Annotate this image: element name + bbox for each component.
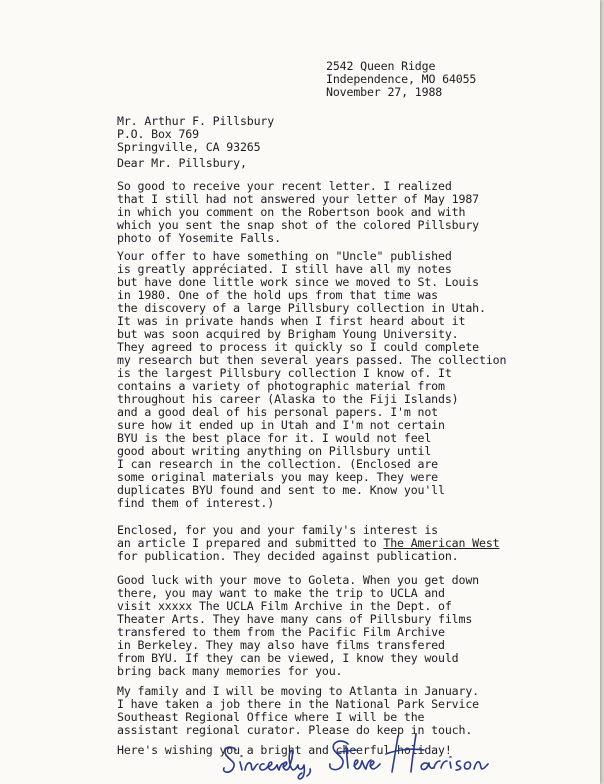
body-line: is greatly appréciated. I still have all my notes [117, 262, 452, 276]
body-line: It was in private hands when I first heard about it [117, 314, 466, 328]
signature-stroke [268, 762, 277, 770]
body-line: good about writing anything on Pillsbury until [117, 444, 432, 458]
signature-stroke [421, 763, 433, 770]
recipient-city: Springville, CA 93265 [117, 140, 261, 154]
body-line: My family and I will be moving to Atlanta in January. [117, 684, 479, 698]
body-line: BYU is the best place for it. I would not feel [117, 431, 432, 445]
recipient-name: Mr. Arthur F. Pillsbury [117, 114, 275, 128]
signature-stroke [392, 736, 398, 772]
body-line: that I still had not answered your letter of May 1987 [117, 192, 479, 206]
body-line: there, you may want to make the trip to UCLA and [117, 586, 445, 600]
body-line: They agreed to process it quickly so I could complete [117, 340, 479, 354]
body-line: for publication. They decided against publication. [117, 549, 459, 563]
handwritten-signature [220, 728, 490, 780]
signature-stroke [260, 764, 268, 770]
body-line: throughout his career (Alaska to the Fiji Islands) [117, 392, 459, 406]
body-line: bring back many memories for you. [117, 664, 343, 678]
publication-title: The American West [383, 536, 500, 550]
body-line: in Berkeley. They may also have films transfered [117, 638, 445, 652]
body-line: and a good deal of his personal papers. I'm not [117, 405, 439, 419]
body-line: sure how it ended up in Utah and I'm not certain [117, 418, 445, 432]
signature-stroke [450, 757, 451, 768]
body-line: my research but then several years passed. The collection [117, 353, 507, 367]
signature-stroke [434, 761, 447, 768]
body-line: Enclosed, for you and your family's interest is [117, 523, 439, 537]
closing-line: Here's wishing you a bright and cheerful holiday! [117, 743, 452, 757]
recipient-box: P.O. Box 769 [117, 127, 199, 141]
body-line: contains a variety of photographic material from [117, 379, 445, 393]
signature-stroke [474, 762, 488, 769]
signature-stroke [330, 741, 348, 770]
signature-stroke [240, 756, 242, 770]
signature-stroke [411, 734, 416, 772]
body-text: an article I prepared and submitted to [117, 536, 384, 550]
body-line: find them of interest.) [117, 496, 275, 510]
signature-stroke [354, 760, 362, 769]
return-street: 2542 Queen Ridge [326, 59, 436, 73]
body-line: from BYU. If they can be viewed, I know they would [117, 651, 459, 665]
signature-stroke [298, 765, 304, 779]
signature-stroke [456, 761, 461, 770]
body-line: visit xxxxx The UCLA Film Archive in the Dept. of [117, 599, 452, 613]
signature-stroke [464, 762, 470, 769]
letter-date: November 27, 1988 [326, 85, 443, 99]
signature-stroke [245, 763, 258, 770]
body-line: the discovery of a large Pillsbury collection in Utah. [117, 301, 486, 315]
body-line: Southeast Regional Office where I will be the [117, 710, 425, 724]
salutation: Dear Mr. Pillsbury, [117, 156, 247, 170]
body-line: Your offer to have something on "Uncle" published [117, 249, 452, 263]
body-line: transfered to them from the Pacific Film Archive [117, 625, 445, 639]
body-line: in 1980. One of the hold ups from that time was [117, 288, 439, 302]
body-line: but was soon acquired by Brigham Young University. [117, 327, 459, 341]
body-line: Good luck with your move to Goleta. When you get down [117, 573, 479, 587]
signature-stroke [224, 747, 236, 772]
body-line: is the largest Pillsbury collection I know of. It [117, 366, 452, 380]
body-line: Theater Arts. They have many cans of Pillsbury films [117, 612, 473, 626]
body-line: some original materials you may keep. They were [117, 470, 439, 484]
body-line: I have taken a job there in the National Park Service [117, 697, 479, 711]
signature-stroke [386, 749, 424, 754]
body-line: I can research in the collection. (Enclosed are [117, 457, 439, 471]
return-city: Independence, MO 64055 [326, 72, 477, 86]
body-line: in which you comment on the Robertson book and with [117, 205, 466, 219]
body-line: assistant regional curator. Please do keep in touch. [117, 723, 473, 737]
body-line: duplicates BYU found and sent to me. Know you'll [117, 483, 445, 497]
signature-stroke [283, 750, 298, 770]
body-line: So good to receive your recent letter. I realized [117, 179, 452, 193]
body-line: photo of Yosemite Falls. [117, 231, 281, 245]
signature-stroke [370, 761, 380, 769]
body-line: which you sent the snap shot of the colored Pillsbury [117, 218, 479, 232]
signature-stroke [307, 769, 310, 776]
body-line: but have done little work since we moved to St. Louis [117, 275, 479, 289]
